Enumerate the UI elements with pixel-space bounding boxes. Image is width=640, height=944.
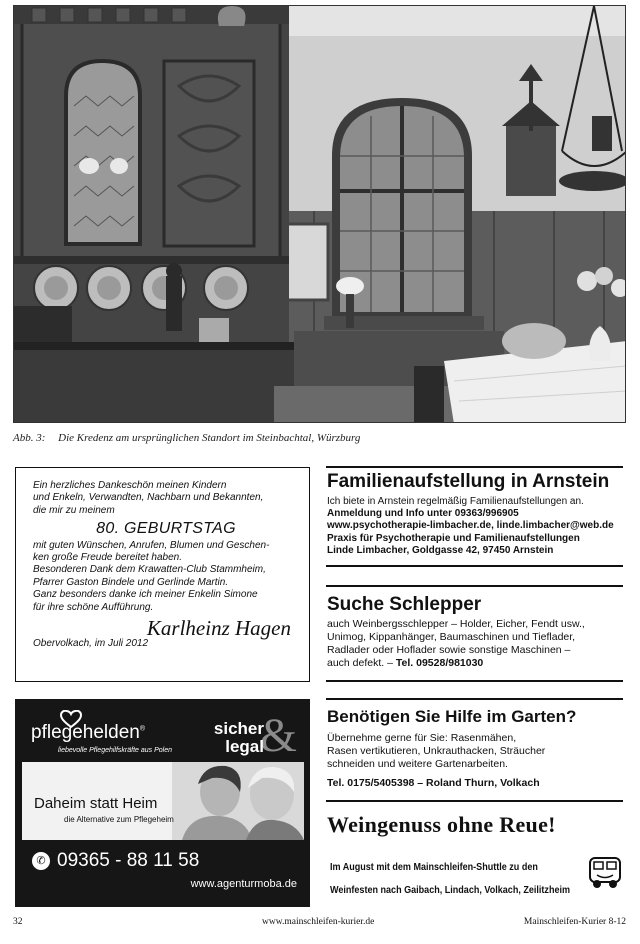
brand-name: pflegehelden — [31, 722, 140, 743]
ad-headline: Daheim statt Heim — [34, 795, 158, 812]
divider — [326, 585, 623, 587]
slogan-sicher: sicher — [213, 719, 264, 738]
divider — [326, 565, 623, 567]
slogan-legal: legal — [225, 737, 264, 756]
ad-text: Radlader oder Hoflader sowie sonstige Maschinen – — [327, 644, 571, 656]
thanks-line: Besonderen Dank dem Krawatten-Club Stammheim, — [33, 564, 266, 576]
divider — [326, 698, 623, 700]
photo-caption — [13, 432, 360, 444]
ad-web-email: www.psychotherapie-limbacher.de, linde.limbacher@web.de — [327, 520, 614, 532]
ampersand: & — [259, 709, 297, 762]
birthday-headline: 80. GEBURTSTAG — [96, 520, 236, 538]
pflegehelden-logo — [31, 722, 145, 744]
phone-icon: ✆ — [32, 852, 50, 870]
ad-text: Weinfesten nach Gaibach, Lindach, Volkach, Zeilitzheim — [330, 884, 571, 896]
caption-text: Die Kredenz am ursprünglichen Standort im Steinbachtal, Würzburg — [58, 432, 361, 444]
thanks-line: Pfarrer Gaston Bindele und Gerlinde Martin. — [33, 576, 229, 588]
ad-pflegehelden — [15, 699, 310, 907]
ad-contact: Tel. 0175/5405398 – Roland Thurn, Volkach — [327, 776, 540, 789]
thanks-line: ken große Freude bereitet haben. — [33, 552, 182, 564]
ad-photo-panel — [22, 762, 304, 840]
ad-text: Ich biete in Arnstein regelmäßig Familienaufstellungen an. — [327, 496, 584, 507]
ad-text-with-phone — [327, 657, 623, 670]
ad-subline: die Alternative zum Pflegeheim — [64, 815, 174, 824]
ad-phone-row — [32, 850, 199, 872]
cupboard-photo-illustration — [14, 6, 626, 423]
ad-weingenuss — [327, 812, 623, 908]
shuttle-bus-icon — [587, 852, 623, 892]
ad-text: auch defekt. – — [327, 657, 396, 669]
ad-address: Linde Limbacher, Goldgasse 42, 97450 Arnstein — [327, 544, 554, 556]
ad-text: Unimog, Kippanhänger, Baumaschinen und Tieflader, — [327, 631, 576, 643]
ad-text: Übernehme gerne für Sie: Rasenmähen, — [327, 732, 517, 744]
thanks-line: für ihre schöne Aufführung. — [33, 601, 154, 613]
ad-text: Im August mit dem Mainschleifen-Shuttle zu den — [330, 861, 538, 873]
ad-title: Benötigen Sie Hilfe im Garten? — [327, 707, 577, 726]
divider — [326, 800, 623, 802]
caption-label: Abb. 3: — [13, 432, 46, 444]
cupboard-photo — [13, 5, 626, 423]
footer-url: www.mainschleifen-kurier.de — [262, 917, 375, 927]
ad-phone: 09365 - 88 11 58 — [57, 850, 200, 871]
place-date: Obervolkach, im Juli 2012 — [33, 638, 149, 650]
footer-issue: Mainschleifen-Kurier 8-12 — [523, 917, 626, 927]
thanks-line: Ganz besonders danke ich meiner Enkelin Simone — [33, 589, 258, 601]
birthday-thanks-notice — [15, 467, 310, 682]
ad-title: Familienaufstellung in Arnstein — [327, 471, 610, 492]
ad-text: schneiden und weitere Gartenarbeiten. — [327, 758, 508, 771]
thanks-line: mit guten Wünschen, Anrufen, Blumen und Geschen- — [33, 539, 270, 551]
ad-website: www.agenturmoba.de — [190, 878, 297, 890]
trademark: ® — [139, 725, 145, 733]
ad-contact: Anmeldung und Info unter 09363/996905 — [327, 508, 519, 520]
ad-headline: Weingenuss ohne Reue! — [327, 812, 556, 837]
signature: Karlheinz Hagen — [146, 616, 291, 641]
divider — [326, 680, 623, 682]
divider — [326, 466, 623, 468]
ad-garten — [327, 706, 623, 790]
ad-text: auch Weinbergsschlepper – Holder, Eicher, Fendt usw., — [327, 618, 585, 630]
ad-text: Rasen vertikutieren, Unkrauthacken, Sträucher — [327, 745, 546, 758]
brand-tagline: liebevolle Pflegehilfskräfte aus Polen — [58, 747, 173, 754]
page-number: 32 — [13, 917, 23, 927]
ad-title: Suche Schlepper — [327, 594, 482, 615]
thanks-line: Ein herzliches Dankeschön meinen Kindern — [33, 480, 227, 491]
thanks-line: die mir zu meinem — [33, 504, 115, 516]
thanks-line: und Enkeln, Verwandten, Nachbarn und Bekannten, — [33, 492, 264, 504]
ad-phone: Tel. 09528/981030 — [395, 657, 484, 669]
ad-practice: Praxis für Psychotherapie und Familienaufstellungen — [327, 532, 580, 544]
ad-schlepper — [327, 594, 623, 670]
ad-familienaufstellung — [327, 471, 623, 557]
